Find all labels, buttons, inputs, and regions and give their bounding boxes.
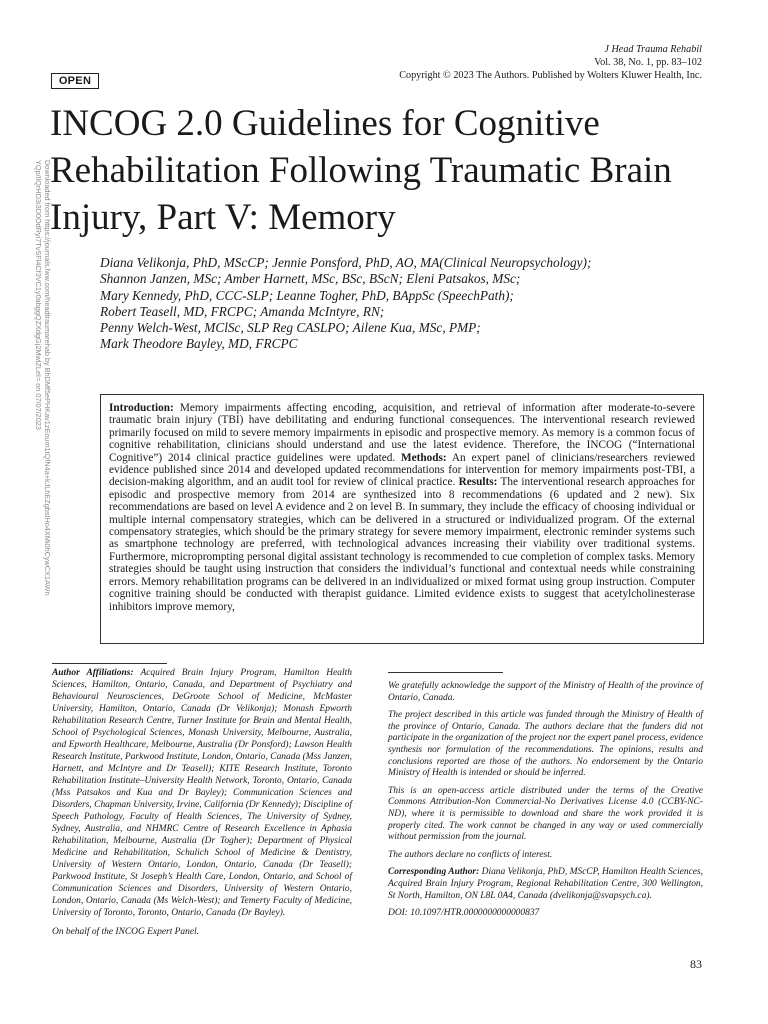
author-line: Shannon Janzen, MSc; Amber Harnett, MSc, BSc, BScN; Eleni Patsakos, MSc; xyxy=(100,271,521,287)
footnote-divider-left xyxy=(52,663,167,664)
article-title: INCOG 2.0 Guidelines for Cognitive Rehabilitation Following Traumatic Brain Injury, Part V: Memory xyxy=(50,103,672,238)
corresponding-text: Diana Velikonja, PhD, MScCP, Hamilton Health Sciences, Acquired Brain Injury Program, Regional Rehabilitation Centre, 300 Wellington, St North, Hamilton, ON L8L 0A4, Canada (dvelikonja@svapsych.ca). xyxy=(388,867,704,901)
abstract-box xyxy=(100,394,704,644)
journal-volume: Vol. 38, No. 1, pp. 83–102 xyxy=(594,57,702,68)
open-access-badge: OPEN xyxy=(51,73,99,89)
affiliations-text: Acquired Brain Injury Program, Hamilton Health Sciences, Hamilton, Ontario, Canada, and Department of Psychiatry and Behavioural Neurosciences, DeGroote School of Medicine, McMaster University, Hamilton, Ontario, Canada (Dr Velikonja); Monash Epworth Rehabilitation Research Centre, Turner Institute for Brain and Mental Health, School of Psychological Sciences, Monash University, Melbourne, Australia, and Epworth Healthcare, Melbourne, Australia (Dr Ponsford); Lawson Health Research Institute, Parkwood Institute, London, Ontario, Canada (Mss Janzen, Harnett, and McIntyre and Dr Teasell); KITE Research Institute, Toronto Rehabilitation Institute–University Health Network, Toronto, Ontario, Canada (Mss Patsakos and Kua and Dr Bayley); Communication Sciences and Disorders, Chapman University, Irvine, California (Dr Kennedy); Discipline of Speech Pathology, Faculty of Health Sciences, The University of Sydney, Sydney, Australia, and NHMRC Centre of Research Excellence in Aphasia Rehabilitation, Melbourne, Australia (Dr Togher); Department of Physical Medicine and Rehabilitation, Schulich School of Medicine & Dentistry, University of Western Ontario, London, Ontario, Canada (Dr Teasell); Parkwood Institute, St Joseph’s Health Care, London, Ontario, and School of Communication Sciences and Disorders, University of Western Ontario, London, Ontario, Canada (Ms Welch-West); and Temerty Faculty of Medicine, University of Toronto, Toronto, Ontario, Canada (Dr Bayley). xyxy=(52,668,352,918)
abstract-methods-label: Methods: xyxy=(401,451,447,464)
affiliations-column xyxy=(52,667,352,945)
abstract-results: The interventional research approaches for episodic and prospective memory from 2014 are synthesized into 8 recommendations (6 updated and 2 new). Six recommendations are based on level A evidence and 2 on level B. In summary, they include the efficacy of choosing individual or multiple internal compensatory strategies, which can be delivered in a structured or individualized program. Of the external compensatory strategies, which should be the primary strategy for severe memory impairment, electronic reminder systems such as smartphone technology are preferred, with technological advances increasing their viability over traditional systems. Furthermore, microprompting personal digital assistant technology is recommended to cue completion of complex tasks. Memory strategies should be taught using instruction that considers the individual’s functional and contextual needs while constraining errors. Memory rehabilitation programs can be delivered in an individualized or mixed format using group instruction. Computer cognitive training should be conducted with therapist guidance. Limited evidence exists to suggest that acetylcholinesterase inhibitors improve memory, xyxy=(109,476,695,613)
conflicts-note: The authors declare no conflicts of interest. xyxy=(388,849,553,860)
journal-name: J Head Trauma Rehabil xyxy=(604,44,702,55)
doi-link[interactable]: DOI: 10.1097/HTR.0000000000000837 xyxy=(388,908,540,919)
abstract-intro-label: Introduction: xyxy=(109,402,174,414)
download-watermark-text: Downloaded from https://journals.lww.com/headtraumarehab by BhDMf5ePHKav1zEoum1tQfN4a+kJLhEZgbsIHo4XMi0hCywCX1AWnYQp/IlQrHD3i3D0OdRyi7TvSFl4Cf3VC1y0abggQZXdgGj2MwlZLeI= on 07/07/2023 xyxy=(34,160,52,596)
author-line: Penny Welch-West, MClSc, SLP Reg CASLPO; Ailene Kua, MSc, PMP; xyxy=(100,320,481,336)
journal-header xyxy=(282,43,702,82)
affiliations-label: Author Affiliations: xyxy=(52,668,134,678)
author-line: Mary Kennedy, PhD, CCC-SLP; Leanne Togher, PhD, BAppSc (SpeechPath); xyxy=(100,287,514,303)
funding-note: The project described in this article was funded through the Ministry of Health of the province of Ontario, Canada. The authors declare that the funders did not participate in the organization of the project nor the expert panel process, evidence synthesis nor formulation of the recommendations. The opinions, results and conclusions reported are those of the authors. No endorsement by the Ontario Ministry of Health is intended or should be inferred. xyxy=(388,710,703,779)
download-watermark xyxy=(16,160,52,600)
abstract-intro: Memory impairments affecting encoding, acquisition, and retrieval of information after moderate-to-severe traumatic brain injury (TBI) have debilitating and enduring functional consequences. The interventional research reviewed primarily focused on mild to severe memory impairments in episodic and prospective memory. As memory is a common focus of cognitive rehabilitation, clinicians should understand and use the latest evidence. Therefore, the INCOG (“International Cognitive”) 2014 clinical practice guidelines were updated. xyxy=(109,402,695,464)
license-note: This is an open-access article distributed under the terms of the Creative Commons Attribution-Non Commercial-No Derivatives License 4.0 (CCBY-NC-ND), where it is permissible to download and share the work provided it is properly cited. The work cannot be changed in any way or used commercially without permission from the journal. xyxy=(388,785,703,843)
footnote-divider-right xyxy=(388,672,503,673)
author-line: Robert Teasell, MD, FRCPC; Amanda McIntyre, RN; xyxy=(100,303,385,319)
corresponding-label: Corresponding Author: xyxy=(388,867,480,878)
author-line: Mark Theodore Bayley, MD, FRCPC xyxy=(100,336,298,352)
abstract-results-label: Results: xyxy=(458,476,498,489)
corresponding-author xyxy=(388,867,703,902)
copyright-line: Copyright © 2023 The Authors. Published by Wolters Kluwer Health, Inc. xyxy=(399,70,702,81)
author-list xyxy=(100,255,710,353)
author-line: Diana Velikonja, PhD, MScCP; Jennie Ponsford, PhD, AO, MA(Clinical Neuropsychology); xyxy=(100,255,592,270)
abstract-methods: An expert panel of clinicians/researchers reviewed evidence published since 2014 and developed updated recommendations for intervention for memory impairments post-TBI, a decision-making algorithm, and an audit tool for review of clinical practice. xyxy=(109,451,695,489)
abstract-text xyxy=(109,402,695,613)
page-number: 83 xyxy=(690,957,702,971)
author-affiliations xyxy=(52,667,352,919)
expert-panel-note: On behalf of the INCOG Expert Panel. xyxy=(52,927,200,937)
acknowledgment-note: We gratefully acknowledge the support of the Ministry of Health of the province of Ontario, Canada. xyxy=(388,681,703,703)
notes-column xyxy=(388,681,703,926)
